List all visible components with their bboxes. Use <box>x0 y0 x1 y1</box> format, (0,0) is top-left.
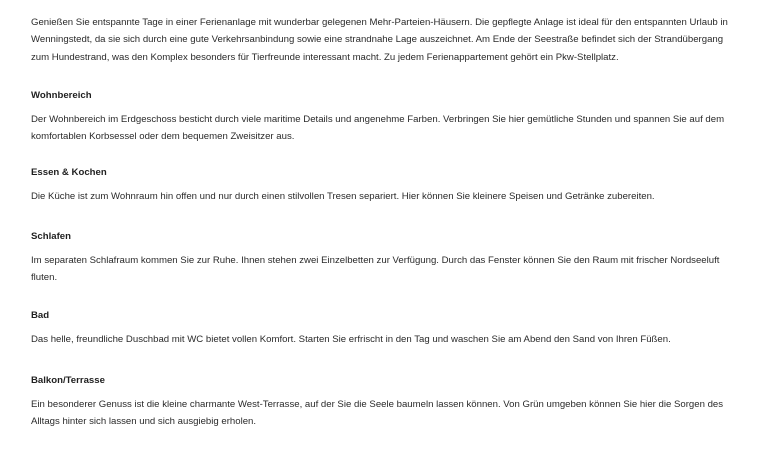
section-bad <box>31 309 728 348</box>
section-text: Ein besonderer Genuss ist die kleine charmante West-Terrasse, auf der Sie die Seele baumeln lassen können. Von Grün umgeben können Sie hier die Sorgen des Alltags hinter sich lassen und sich ausgiebig erholen. <box>31 399 724 428</box>
section-schlafen <box>31 230 728 287</box>
section-essen-kochen <box>31 166 728 205</box>
section-wohnbereich <box>31 89 728 146</box>
section-text: Das helle, freundliche Duschbad mit WC bietet vollen Komfort. Starten Sie erfrischt in den Tag und waschen Sie am Abend den Sand von Ihren Füßen. <box>31 334 671 345</box>
section-text: Die Küche ist zum Wohnraum hin offen und nur durch einen stilvollen Tresen separiert. Hier können Sie kleinere Speisen und Getränke zubereiten. <box>31 191 655 202</box>
section-heading: Essen & Kochen <box>31 167 107 178</box>
section-heading: Schlafen <box>31 231 71 242</box>
intro-paragraph: Genießen Sie entspannte Tage in einer Ferienanlage mit wunderbar gelegenen Mehr-Parteien-Häusern. Die gepflegte Anlage ist ideal für den entspannten Urlaub in Wenningstedt, da sie sich durch eine gute Verkehrsanbindung sowie eine strandnahe Lage auszeichnet. Am Ende der Seestraße befindet sich der Strandübergang zum Hundestrand, was den Komplex besonders für Tierfreunde interessant macht. Zu jedem Ferienappartement gehört ein Pkw-Stellplatz. <box>31 17 728 63</box>
section-heading: Bad <box>31 310 50 321</box>
section-text: Der Wohnbereich im Erdgeschoss besticht durch viele maritime Details und angenehme Farben. Verbringen Sie hier gemütliche Stunden und spannen Sie auf dem komfortablen Korbsessel oder dem bequemen Zweisitzer aus. <box>31 114 725 143</box>
section-text: Im separaten Schlafraum kommen Sie zur Ruhe. Ihnen stehen zwei Einzelbetten zur Verfügung. Durch das Fenster können Sie den Raum mit frischer Nordseeluft fluten. <box>31 255 720 284</box>
section-heading: Balkon/Terrasse <box>31 375 105 386</box>
section-heading: Wohnbereich <box>31 90 92 101</box>
section-balkon-terrasse <box>31 374 728 431</box>
